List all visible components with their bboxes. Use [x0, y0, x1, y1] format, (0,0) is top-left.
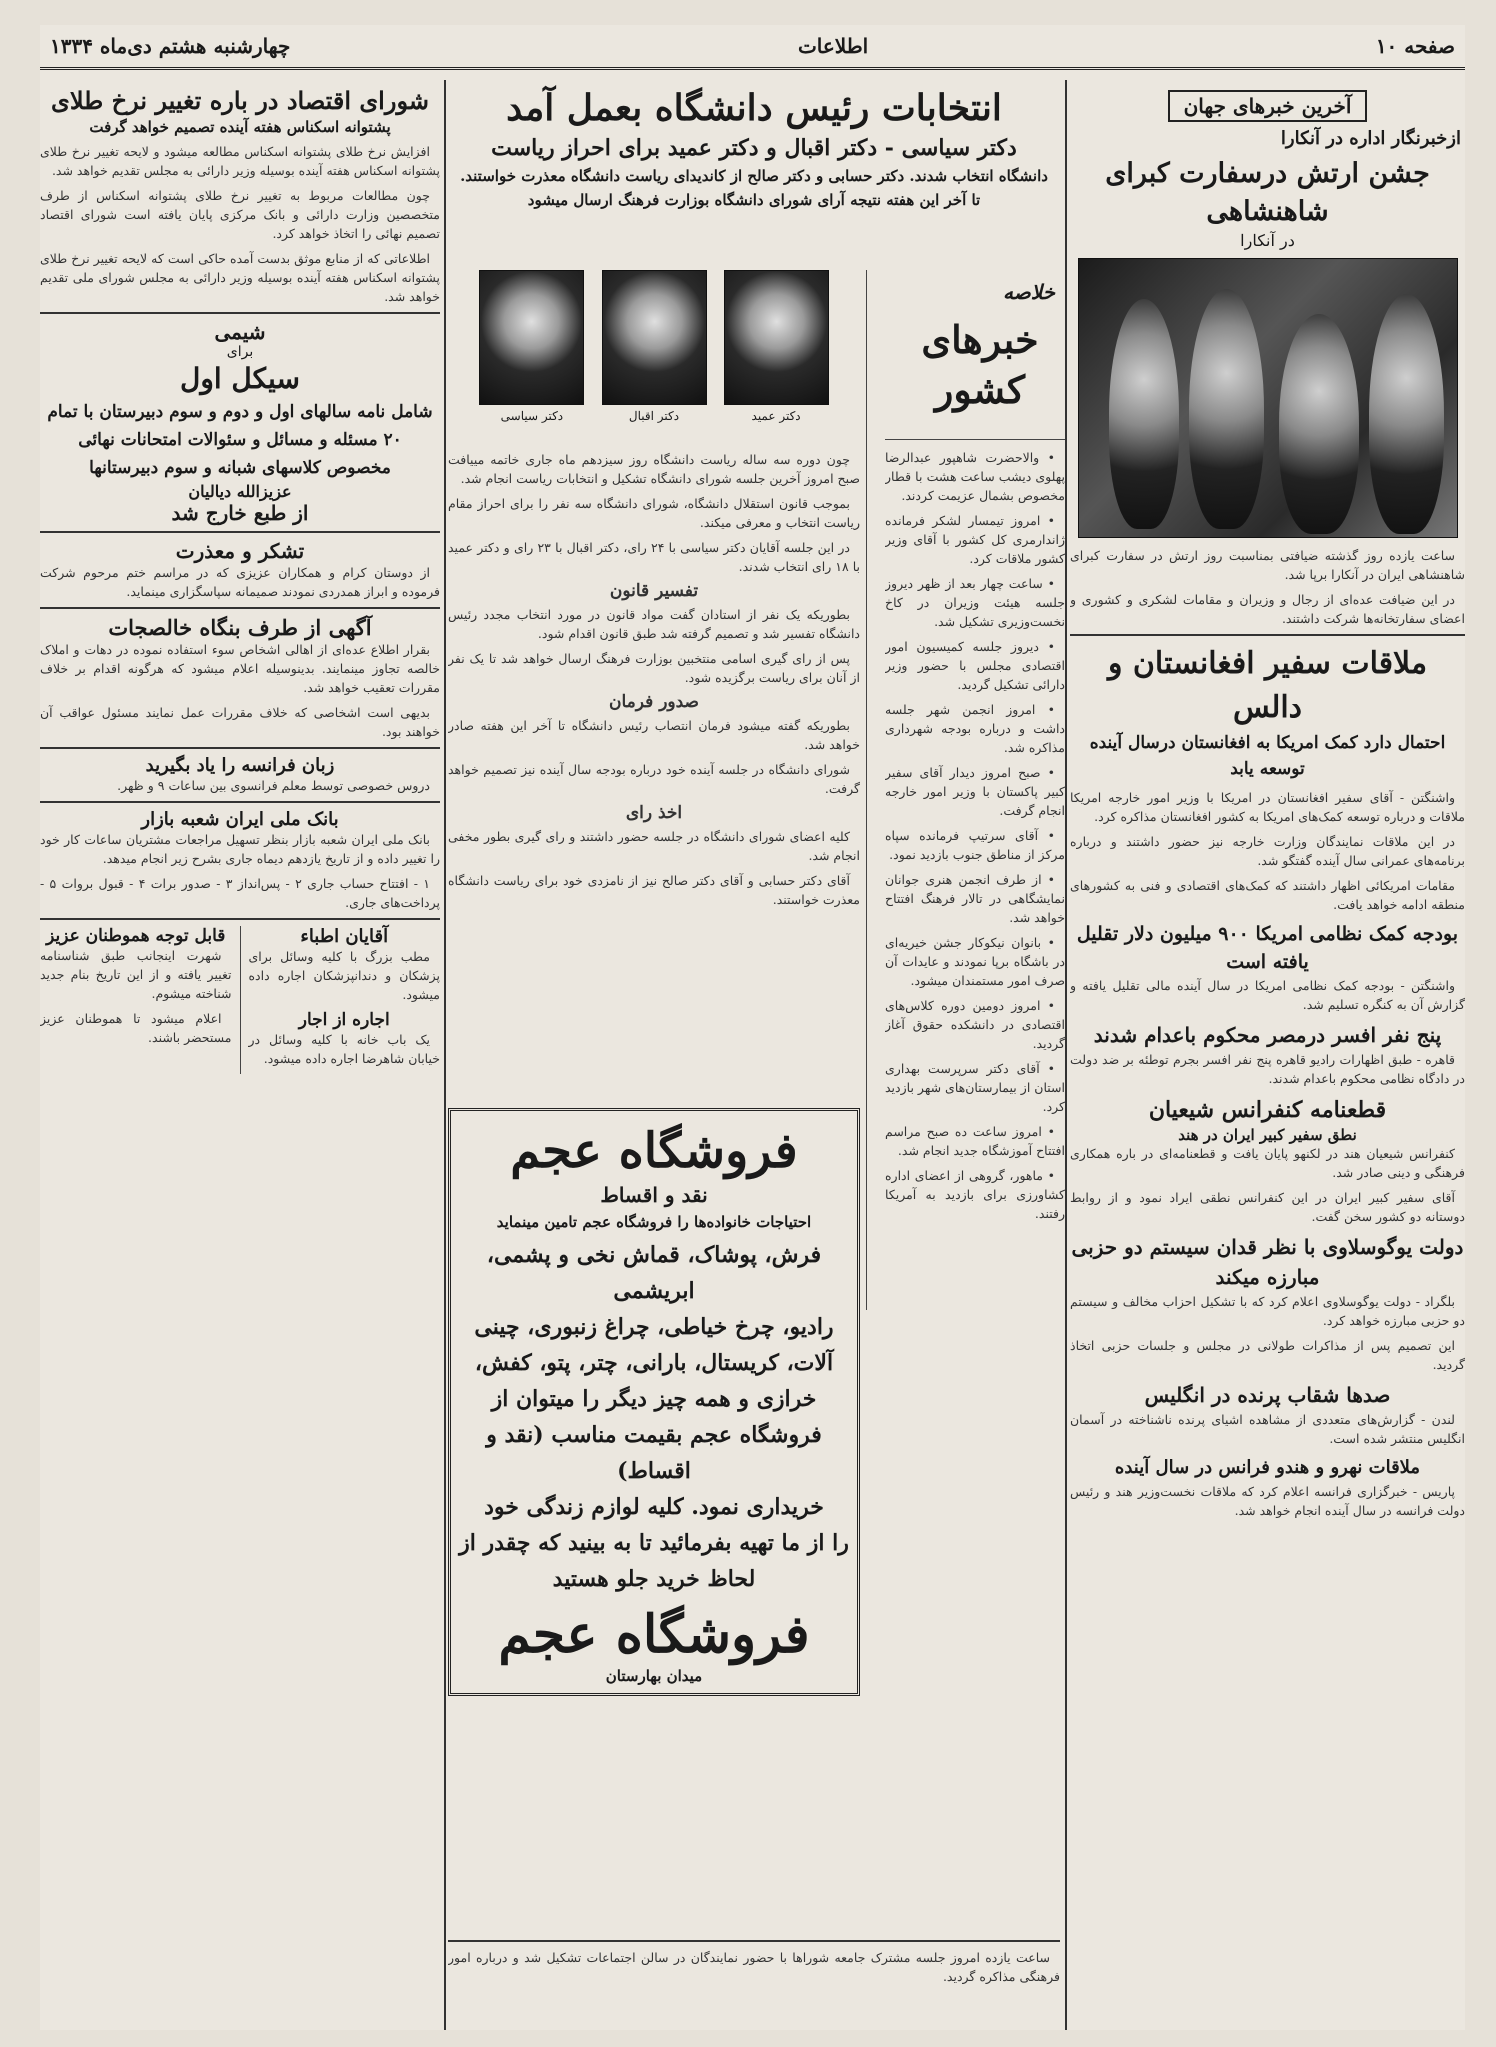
ad-line: آلات، کریستال، بارانی، چتر، پتو، کفش، [474, 1350, 834, 1376]
page-number: صفحه ۱۰ [1375, 34, 1455, 58]
ad-desc: ۲۰ مسئله و مسائل و سئوالات امتحانات نهائی [78, 430, 402, 450]
ad-line: خرازی و همه چیز دیگر را میتوان از [491, 1386, 817, 1412]
french-lessons-title: زبان فرانسه را یاد بگیرید [145, 755, 335, 776]
domestic-news-title: خبرهای کشور [921, 317, 1039, 412]
ad-line: فروشگاه عجم بقیمت مناسب (نقد و اقساط) [486, 1422, 822, 1484]
ad-tag: نقد و اقساط [600, 1183, 708, 1207]
left-column: شورای اقتصاد در باره تغییر نرخ طلای پشتوانه اسکناس هفته آینده تصمیم خواهد گرفت افزایش نرخ طلای پشتوانه اسکناس مطالعه میشود و لایحه تغییر نرخ طلای پشتوانه اسکناس هفته آینده بوسیله وزیر دارائی به مجلس تقدیم خواهد شد. چون مطالعات مربوط به تغییر نرخ طلای پشتوانه اسکناس از طرف متخصصین وزارت دارائی و بانک مرکزی پایان یافته است شورای اقتصاد تصمیم نهائی را اتخاذ خواهد کرد. اطلاعاتی که از منابع موثق بدست آمده حاکی است که لایحه تغییر نرخ طلای پشتوانه اسکناس هفته آینده بوسیله وزیر دارائی به مجلس شورای ملی تقدیم خواهد شد. شیمی برای سیکل اول شامل نامه سالهای اول و دوم و سوم دبیرستان با تمام ۲۰ مسئله و مسائل و سئوالات امتحانات نهائی مخصوص کلاسهای شبانه و سوم دبیرستانها عزیزالله دیالیان از طبع خارج شد تشکر و معذرت از دوستان کرام و همکاران عزیزی که در مراسم ختم مرحوم شرکت فرموده و ابراز همدردی نمودند صمیمانه سپاسگزاری مینماید. آگهی از طرف بنگاه خالصجات بقرار اطلاع عده‌ای از اهالی اشخاص سوء استفاده نموده در دهات و املاک خالصه تجاوز مینمایند. بدینوسیله اعلام میشود که هرگونه اقدام بر خلاف مقررات تعقیب خواهد شد. بدیهی است اشخاصی که خلاف مقررات عمل نمایند مسئول عواقب آن خواهند بود. زبان فرانسه را یاد بگیرید دروس خصوصی توسط معلم فرانسوی بین ساعات ۹ و ظهر. بانک ملی ایران شعبه بازار بانک ملی ایران شعبه بازار بنظر تسهیل مراجعات مشتریان ساعات کار خود را تغییر داده و از تاریخ یازدهم دیماه جاری بشرح زیر انجام میدهد. ۱ - افتتاح حساب جاری ۲ - پس‌انداز ۳ - صدور برات ۴ - قبول بروات ۵ - پرداخت‌های جاری. آقایان اطباء مطب بزرگ با کلیه وسائل برای پزشکان و دندانپزشکان اجاره داده میشود. اجاره از اجار یک باب خانه با کلیه وسائل در خیابان شاهرضا اجاره داده میشود. قابل توجه هموطنان عزیز شهرت اینجانب طبق شناسنامه تغییر یافته و از این تاریخ بنام جدید شناخته میشوم. اعلام میشود تا هموطنان عزیز مستحضر باشند. [40, 80, 440, 2030]
ad-desc: شامل نامه سالهای اول و دوم و سوم دبیرستان با تمام [47, 402, 433, 422]
ad-title: فروشگاه عجم [510, 1123, 798, 1179]
ajam-store-ad [448, 1108, 860, 1696]
khalesejat-notice-title: آگهی از طرف بنگاه خالصجات [108, 615, 372, 640]
ad-line: را از ما تهیه بفرمائید تا به بینید که چقدر از [459, 1530, 849, 1556]
doctors-title: آقایان اطباء [300, 926, 389, 947]
subhead: صدور فرمان [609, 692, 699, 712]
economy-headline: شورای اقتصاد در باره تغییر نرخ طلای [51, 86, 429, 115]
university-column: انتخابات رئیس دانشگاه بعمل آمد دکتر سیاسی - دکتر اقبال و دکتر عمید برای احراز ریاست دانشگاه انتخاب شدند. دکتر حسابی و دکتر صالح از کاندیدای ریاست دانشگاه معذرت خواستند. تا آخر این هفته نتیجه آرای شورای دانشگاه بوزارت فرهنگ ارسال میشود دکتر عمید دکتر اقبال دکتر سیاسی چون دوره سه ساله ریاست دانشگاه روز سیزدهم ماه جاری خاتمه مییافت صبح امروز آخرین جلسه شورای دانشگاه تشکیل و انتخابات ریاست انجام شد. بموجب قانون استقلال دانشگاه، شورای دانشگاه سه نفر را برای احراز مقام ریاست انتخاب و معرفی میکند. در این جلسه آقایان دکتر سیاسی با ۲۴ رای، دکتر اقبال با ۲۳ رای و دکتر عمید با ۱۸ رای انتخاب شدند. تفسیر قانون بطوریکه یک نفر از استادان گفت مواد قانون در مورد انتخاب مجدد رئیس دانشگاه تفسیر شد و تصمیم گرفته شد طبق قانون اقدام شود. پس از رای گیری اسامی منتخبین بوزارت فرهنگ ارسال خواهد شد تا یک نفر از آنان برای ریاست برگزیده شود. صدور فرمان بطوریکه گفته میشود فرمان انتصاب رئیس دانشگاه تا آخر این هفته صادر خواهد شد. شورای دانشگاه در جلسه آینده خود درباره بودجه سال آینده نیز تصمیم خواهد گرفت. اخذ رای کلیه اعضای شورای دانشگاه در جلسه حضور داشتند و رای گیری بطور مخفی انجام شد. آقای دکتر حسابی و آقای دکتر صالح نیز از نامزدی خود برای ریاست دانشگاه معذرت خواستند. فروشگاه عجم نقد و اقساط احتیاجات خانواده‌ها را فروشگاه عجم تامین مینماید فرش، پوشاک، قماش نخی و پشمی، ابریشمی رادیو، چرخ خیاطی، چراغ زنبوری، چینی آلات، کریستال، بارانی، چتر، پتو، کفش، خرازی و همه چیز دیگر را میتوان از فروشگاه عجم بقیمت مناسب (نقد و اقساط) خریداری نمود. کلیه لوازم زندگی خود را از ما تهیه بفرمائید تا به بینید که چقدر از لحاظ خرید جلو هستید فروشگاه عجم میدان بهارستان ساعت یازده امروز جلسه مشترک جامعه شوراها با حضور نمایندگان در سالن اجتماعات تشکیل شد و درباره امور فرهنگی مذاکره گردید. [448, 80, 1060, 2030]
newspaper-page [40, 25, 1465, 2030]
ad-desc: مخصوص کلاسهای شبانه و سوم دبیرستانها [89, 458, 391, 478]
masthead [40, 25, 1465, 70]
budget-headline: بودجه کمک نظامی امریکا ۹۰۰ میلیون دلار تقلیل یافته است [1076, 923, 1459, 973]
nehru-headline: ملاقات نهرو و هندو فرانس در سال آینده [1114, 1457, 1421, 1478]
paper-name: اطلاعات [797, 34, 869, 58]
ad-line: رادیو، چرخ خیاطی، چراغ زنبوری، چینی [474, 1314, 834, 1340]
ad-title: شیمی [214, 320, 266, 344]
shia-conference-headline: قطعنامه کنفرانس شیعیان [1148, 1097, 1387, 1123]
ad-status: از طبع خارج شد [171, 501, 309, 525]
portrait-siasi [479, 270, 584, 405]
summary-label: خلاصه [1002, 280, 1055, 304]
column-rule [1065, 80, 1067, 2030]
issue-date: چهارشنبه هشتم دی‌ماه ۱۳۳۴ [50, 34, 291, 58]
thanks-title: تشکر و معذرت [175, 539, 305, 563]
embassy-photo [1078, 258, 1458, 538]
ad-line: لحاظ خرید جلو هستید [552, 1566, 756, 1592]
compatriots-title: قابل توجه هموطنان عزیز [46, 926, 226, 946]
yugoslavia-headline: دولت یوگوسلاوی با نظر قدان سیستم دو حزبی مبارزه میکند [1071, 1235, 1464, 1289]
world-news-label: آخرین خبرهای جهان [1168, 90, 1368, 122]
subhead: اخذ رای [625, 803, 683, 823]
university-headline: انتخابات رئیس دانشگاه بعمل آمد [506, 87, 1002, 129]
portrait-caption: دکتر عمید [751, 409, 801, 423]
chemistry-book-ad [40, 320, 440, 525]
lease-title: اجاره از اجار [298, 1010, 390, 1030]
portrait-row [448, 270, 860, 424]
ad-address: میدان بهارستان [605, 1667, 703, 1685]
shia-conference-sub: نطق سفیر کبیر ایران در هند [1178, 1126, 1357, 1144]
ad-cycle: سیکل اول [180, 362, 300, 395]
ad-line: فرش، پوشاک، قماش نخی و پشمی، ابریشمی [486, 1242, 822, 1304]
ankara-headline: جشن ارتش درسفارت کبرای شاهنشاهی [1105, 158, 1430, 227]
economy-sub: پشتوانه اسکناس هفته آینده تصمیم خواهد گرفت [89, 118, 391, 136]
ad-line: خریداری نمود. کلیه لوازم زندگی خود [484, 1494, 824, 1520]
bank-title: بانک ملی ایران شعبه بازار [141, 809, 339, 830]
byline: ازخبرنگار اداره در آنکارا [1280, 128, 1461, 149]
university-lead: دانشگاه انتخاب شدند. دکتر حسابی و دکتر صالح از کاندیدای ریاست دانشگاه معذرت خواستند. تا آخر این هفته نتیجه آرای شورای دانشگاه بوزارت فرهنگ ارسال میشود [460, 167, 1048, 209]
world-news-column: آخرین خبرهای جهان ازخبرنگار اداره در آنکارا جشن ارتش درسفارت کبرای شاهنشاهی در آنکارا ساعت یازده روز گذشته ضیافتی بمناسبت روز ارتش در سفارت کبرای شاهنشاهی ایران در آنکارا برپا شد. در این ضیافت عده‌ای از رجال و وزیران و مقامات لشکری و کشوری و اعضای سفارتخانه‌ها شرکت داشتند. ملاقات سفیر افغانستان و دالس احتمال دارد کمک امریکا به افغانستان درسال آینده توسعه یابد واشنگتن - آقای سفیر افغانستان در امریکا با وزیر امور خارجه امریکا ملاقات و درباره توسعه کمک‌های امریکا به کشور افغانستان مذاکره کرد. در این ملاقات نمایندگان وزارت خارجه نیز حضور داشتند و درباره برنامه‌های عمرانی سال آینده گفتگو شد. مقامات امریکائی اظهار داشتند که کمک‌های اقتصادی و فنی به کشورهای منطقه ادامه خواهد یافت. بودجه کمک نظامی امریکا ۹۰۰ میلیون دلار تقلیل یافته است واشنگتن - بودجه کمک نظامی امریکا در سال آینده مالی تقلیل یافته و گزارش آن به کنگره تسلیم شد. پنج نفر افسر درمصر محکوم باعدام شدند قاهره - طبق اظهارات رادیو قاهره پنج نفر افسر بجرم توطئه بر ضد دولت در دادگاه نظامی محکوم باعدام شدند. قطعنامه کنفرانس شیعیان نطق سفیر کبیر ایران در هند کنفرانس شیعیان هند در لکنهو پایان یافت و قطعنامه‌ای در باره همکاری فرهنگی و دینی صادر شد. آقای سفیر کبیر ایران در این کنفرانس نطقی ایراد نمود و از روابط دوستانه دو کشور سخن گفت. دولت یوگوسلاوی با نظر قدان سیستم دو حزبی مبارزه میکند بلگراد - دولت یوگوسلاوی اعلام کرد که با تشکیل احزاب مخالف و سیستم دو حزبی مبارزه خواهد کرد. این تصمیم پس از مذاکرات طولانی در مجلس و جلسات حزبی اتخاذ گردید. صدها شقاب پرنده در انگلیس لندن - گزارش‌های متعددی از مشاهده اشیای پرنده ناشناخته در آسمان انگلیس منتشر شده است. ملاقات نهرو و هندو فرانس در سال آینده پاریس - خبرگزاری فرانسه اعلام کرد که ملاقات نخست‌وزیر هند و رئیس دولت فرانسه در سال آینده انجام خواهد شد. [1070, 80, 1465, 2030]
ad-sub: برای [226, 344, 254, 360]
ad-line: احتیاجات خانواده‌ها را فروشگاه عجم تامین مینماید [496, 1213, 812, 1231]
ad-author: عزیزالله دیالیان [188, 482, 292, 501]
portrait-amid [724, 270, 829, 405]
portrait-caption: دکتر اقبال [628, 409, 680, 423]
portrait-caption: دکتر سیاسی [500, 409, 564, 423]
ufo-headline: صدها شقاب پرنده در انگلیس [1144, 1383, 1391, 1407]
afghan-dulles-sub: احتمال دارد کمک امریکا به افغانستان درسال آینده توسعه یابد [1089, 733, 1446, 779]
egypt-headline: پنج نفر افسر درمصر محکوم باعدام شدند [1093, 1023, 1442, 1047]
ankara-sub: در آنکارا [1240, 231, 1295, 250]
subhead: تفسیر قانون [609, 581, 699, 601]
domestic-news-column: خلاصه خبرهای کشور • والاحضرت شاهپور عبدالرضا پهلوی دیشب ساعت هشت با قطار مخصوص بشمال عزیمت کردند. • امروز تیمسار لشکر فرمانده ژاندارمری کل کشور با آقای وزیر کشور ملاقات کرد. • ساعت چهار بعد از ظهر دیروز جلسه هیئت وزیران در کاخ نخست‌وزیری تشکیل شد. • دیروز جلسه کمیسیون امور اقتصادی مجلس با حضور وزیر دارائی تشکیل گردید. • امروز انجمن شهر جلسه داشت و درباره بودجه شهرداری مذاکره شد. • صبح امروز دیدار آقای سفیر کبیر پاکستان با وزیر امور خارجه انجام گرفت. • آقای سرتیپ فرمانده سپاه مرکز از مناطق جنوب بازدید نمود. • از طرف انجمن هنری جوانان نمایشگاهی در تالار فرهنگ افتتاح خواهد شد. • بانوان نیکوکار جشن خیریه‌ای در باشگاه برپا نمودند و عایدات آن صرف امور مستمندان میشود. • امروز دومین دوره کلاس‌های اقتصادی در دانشکده حقوق آغاز گردید. • آقای دکتر سرپرست بهداری استان از بیمارستان‌های شهر بازدید کرد. • امروز ساعت ده صبح مراسم افتتاح آموزشگاه جدید انجام شد. • ماهور، گروهی از اعضای اداره کشاورزی برای بازدید به آمریکا رفتند. [885, 270, 1065, 1865]
ad-footer-title: فروشگاه عجم [498, 1604, 810, 1665]
afghan-dulles-headline: ملاقات سفیر افغانستان و دالس [1107, 646, 1428, 725]
column-rule [444, 80, 446, 2030]
university-sub: دکتر سیاسی - دکتر اقبال و دکتر عمید برای احراز ریاست [491, 135, 1017, 161]
portrait-eghbal [602, 270, 707, 405]
